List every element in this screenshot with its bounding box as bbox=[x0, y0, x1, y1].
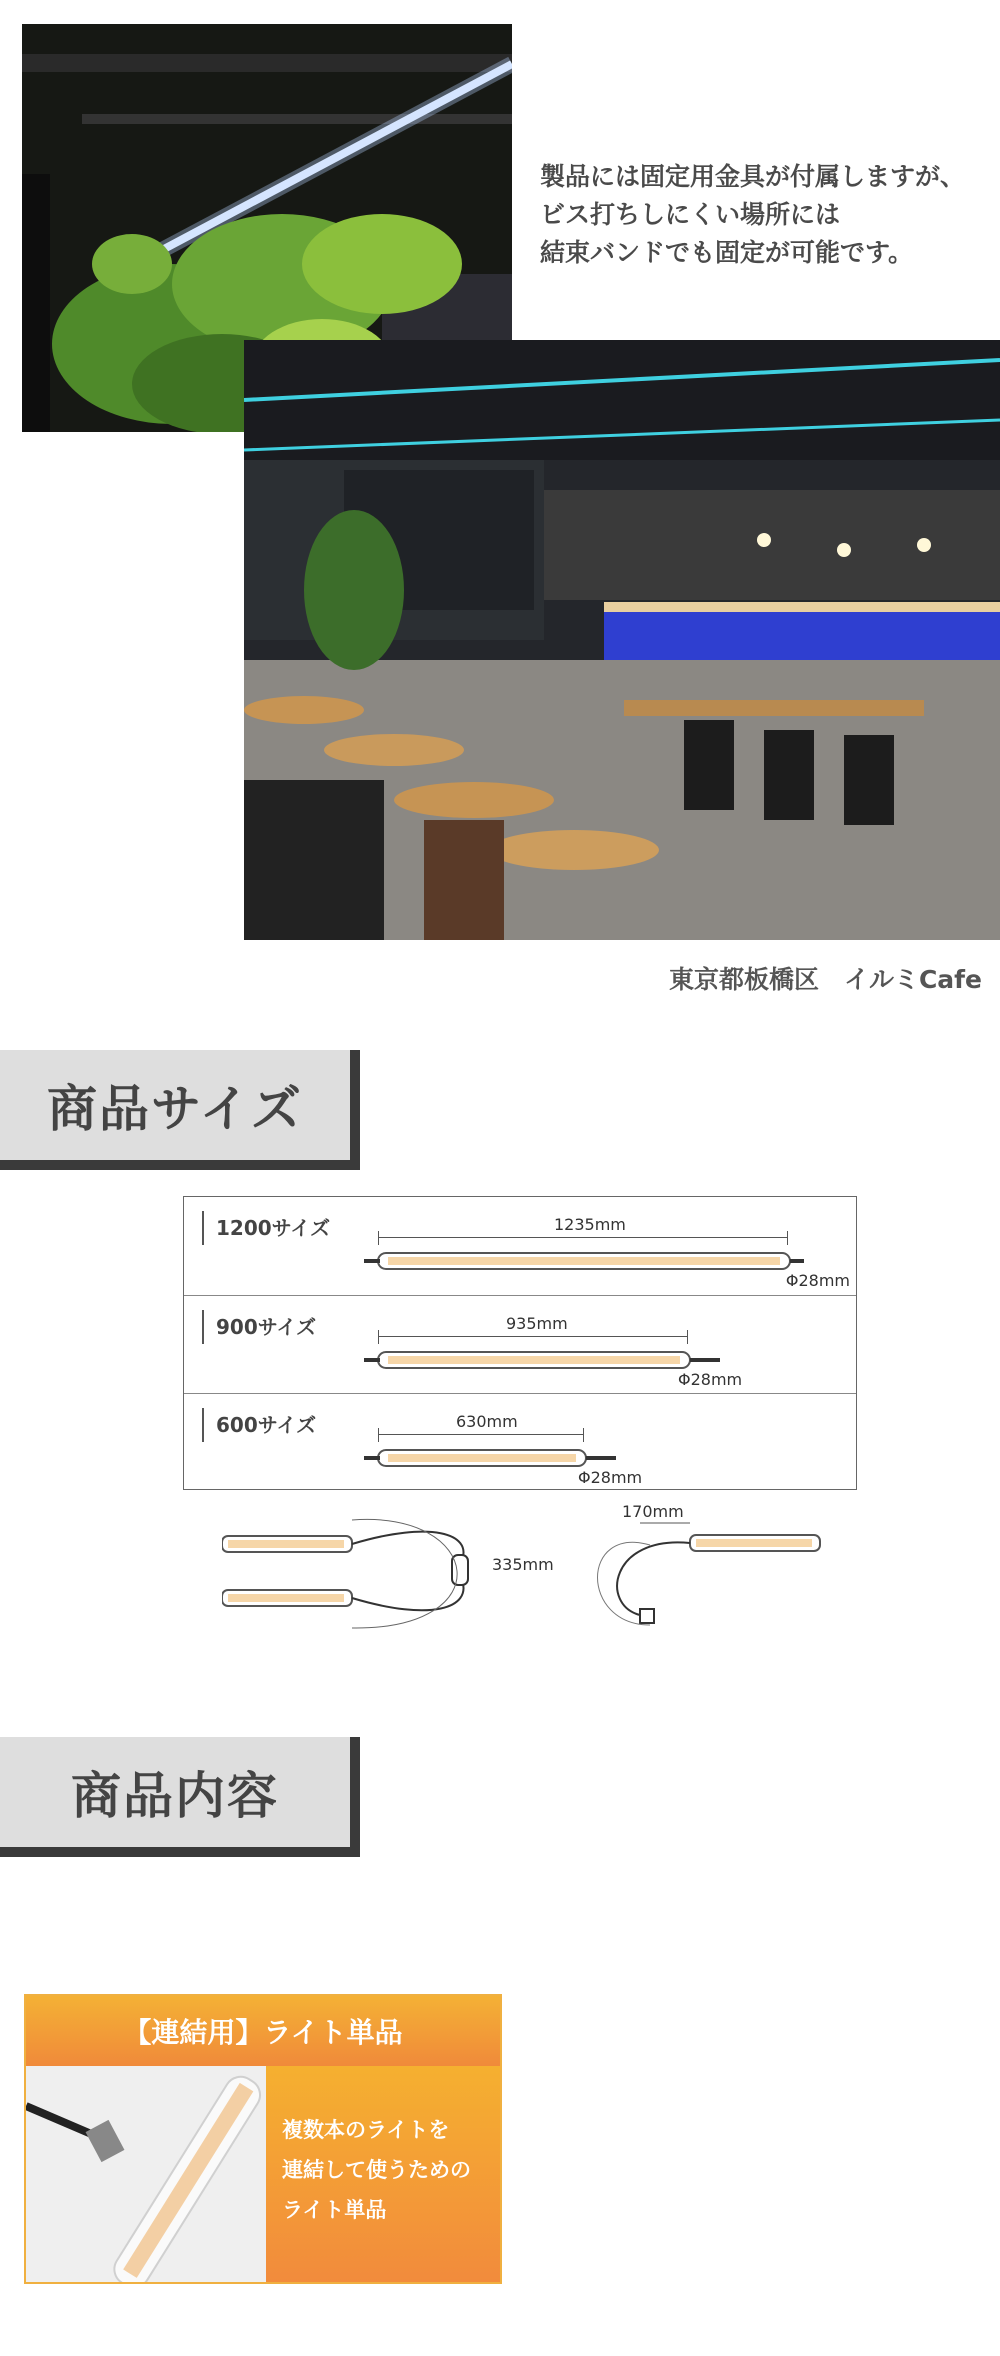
size-table bbox=[183, 1196, 857, 1490]
diameter-label: Φ28mm bbox=[678, 1370, 743, 1389]
size-row-1200 bbox=[184, 1197, 856, 1295]
intro-line: 製品には固定用金具が付属しますが、 bbox=[540, 162, 966, 191]
hook-length-label: 170mm bbox=[622, 1502, 684, 1521]
dimension-line bbox=[378, 1237, 788, 1238]
photo-caption: 東京都板橋区 イルミCafe bbox=[668, 965, 982, 994]
loop-length-label: 335mm bbox=[492, 1555, 554, 1574]
hook-connector-diagram bbox=[580, 1505, 830, 1635]
intro-line: ビス打ちしにくい場所には bbox=[540, 200, 841, 229]
length-label: 630mm bbox=[456, 1412, 518, 1431]
light-tube-icon bbox=[364, 1346, 724, 1374]
light-tube-icon bbox=[364, 1247, 804, 1275]
desc-line: 複数本のライトを bbox=[282, 2118, 450, 2142]
desc-line: ライト単品 bbox=[282, 2198, 387, 2222]
dimension-line bbox=[378, 1336, 688, 1337]
product-card-description bbox=[266, 2066, 500, 2282]
size-label: 900サイズ bbox=[202, 1310, 316, 1344]
product-card bbox=[24, 1994, 502, 2284]
diameter-label: Φ28mm bbox=[785, 1271, 850, 1290]
section-title-size: 商品サイズ bbox=[0, 1050, 360, 1170]
intro-text bbox=[540, 158, 990, 272]
size-row-900 bbox=[184, 1295, 856, 1394]
dimension-line bbox=[378, 1434, 584, 1435]
length-label: 935mm bbox=[506, 1314, 568, 1333]
intro-line: 結束バンドでも固定が可能です。 bbox=[540, 238, 914, 267]
diameter-label: Φ28mm bbox=[578, 1468, 643, 1487]
desc-line: 連結して使うための bbox=[282, 2158, 471, 2182]
product-card-title: 【連結用】ライト単品 bbox=[26, 1996, 500, 2066]
size-label: 600サイズ bbox=[202, 1408, 316, 1442]
product-card-image bbox=[26, 2066, 266, 2282]
photo-cafe-interior bbox=[244, 340, 1000, 940]
size-label: 1200サイズ bbox=[202, 1211, 330, 1245]
section-title-content: 商品内容 bbox=[0, 1737, 360, 1857]
size-row-600 bbox=[184, 1393, 856, 1492]
length-label: 1235mm bbox=[554, 1215, 626, 1234]
